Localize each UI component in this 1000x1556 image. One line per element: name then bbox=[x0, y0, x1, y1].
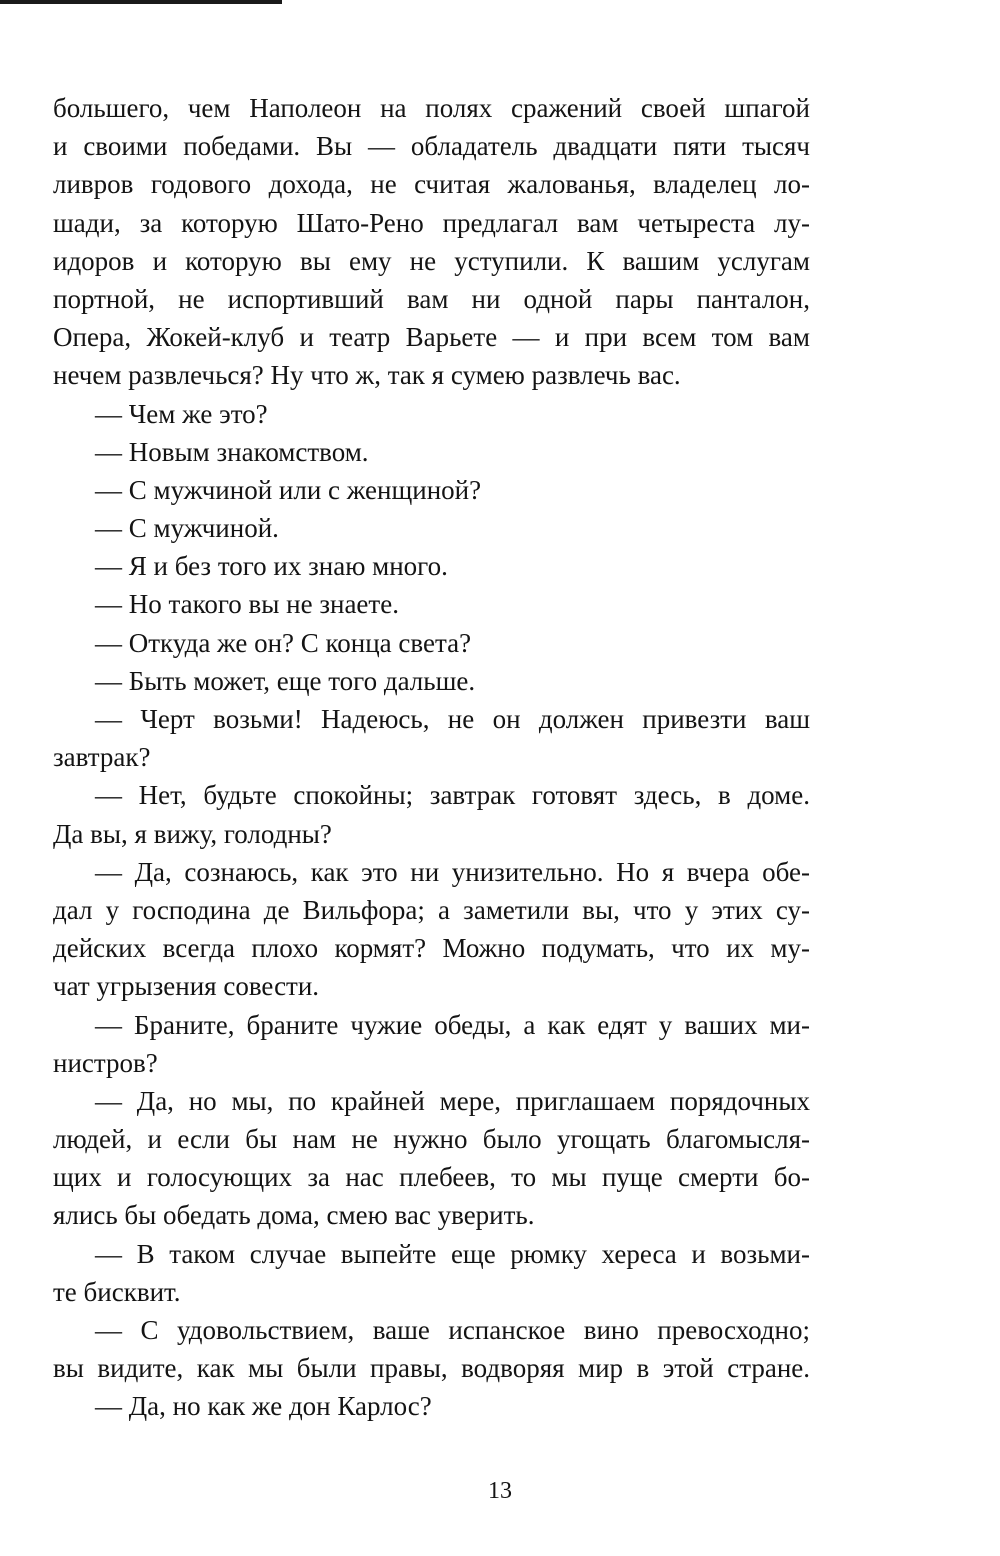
text-line: ливров годового дохода, не считая жалованья, владелец ло- bbox=[53, 169, 810, 200]
text-line: — Новым знакомством. bbox=[95, 436, 369, 467]
text-line: нистров? bbox=[53, 1047, 158, 1078]
text-line: вы видите, как мы были правы, водворяя мир в этой стране. bbox=[53, 1353, 810, 1384]
text-line: — Черт возьми! Надеюсь, не он должен привезти ваш bbox=[95, 704, 810, 734]
text-line: — Да, но как же дон Карлос? bbox=[95, 1391, 432, 1422]
text-line: чат угрызения совести. bbox=[53, 971, 320, 1002]
text-line: портной, не испортивший вам ни одной пары панталон, bbox=[53, 283, 810, 314]
text-line: — Откуда же он? С конца света? bbox=[95, 627, 472, 658]
text-line: те бисквит. bbox=[53, 1276, 181, 1307]
text-line: — Быть может, еще того дальше. bbox=[95, 665, 476, 696]
text-line: — Да, сознаюсь, как это ни унизительно. Но я вчера обе- bbox=[95, 856, 810, 887]
text-line: — С мужчиной. bbox=[95, 513, 279, 544]
text-line: дал у господина де Вильфора; а заметили вы, что у этих су- bbox=[53, 894, 810, 925]
text-line: — Нет, будьте спокойны; завтрак готовят здесь, в доме. bbox=[95, 780, 810, 811]
text-line: идоров и которую вы ему не уступили. К вашим услугам bbox=[53, 245, 810, 276]
text-line: — Да, но мы, по крайней мере, приглашаем порядочных bbox=[95, 1085, 810, 1116]
text-line: большего, чем Наполеон на полях сражений своей шпагой bbox=[53, 93, 810, 123]
text-line: Опера, Жокей-клуб и театр Варьете — и при всем том вам bbox=[53, 322, 810, 353]
text-line: щих и голосующих за нас плебеев, то мы пуще смерти бо- bbox=[53, 1162, 810, 1193]
text-line: — Браните, браните чужие обеды, а как едят у ваших ми- bbox=[95, 1009, 810, 1040]
text-line: завтрак? bbox=[53, 742, 151, 773]
text-line: нечем развлечься? Ну что ж, так я сумею развлечь вас. bbox=[53, 360, 681, 391]
text-line: дейских всегда плохо кормят? Можно подумать, что их му- bbox=[53, 933, 810, 964]
text-line: людей, и если бы нам не нужно было угощать благомысля- bbox=[53, 1124, 810, 1155]
text-line: — Я и без того их знаю много. bbox=[95, 551, 448, 582]
text-line: — С мужчиной или с женщиной? bbox=[95, 474, 482, 505]
text-line: — С удовольствием, ваше испанское вино превосходно; bbox=[95, 1315, 810, 1345]
text-line: — В таком случае выпейте еще рюмку хереса и возьми- bbox=[95, 1238, 810, 1269]
page-number: 13 bbox=[488, 1478, 512, 1504]
top-rule bbox=[0, 0, 282, 4]
text-line: Да вы, я вижу, голодны? bbox=[53, 818, 332, 849]
text-line: — Чем же это? bbox=[95, 398, 268, 429]
text-line: ялись бы обедать дома, смею вас уверить. bbox=[53, 1200, 535, 1231]
body-text bbox=[53, 89, 810, 1426]
text-line: — Но такого вы не знаете. bbox=[95, 589, 399, 620]
text-line: шади, за которую Шато-Рено предлагал вам четыреста лу- bbox=[53, 207, 810, 238]
text-line: и своими победами. Вы — обладатель двадцати пяти тысяч bbox=[53, 131, 810, 162]
